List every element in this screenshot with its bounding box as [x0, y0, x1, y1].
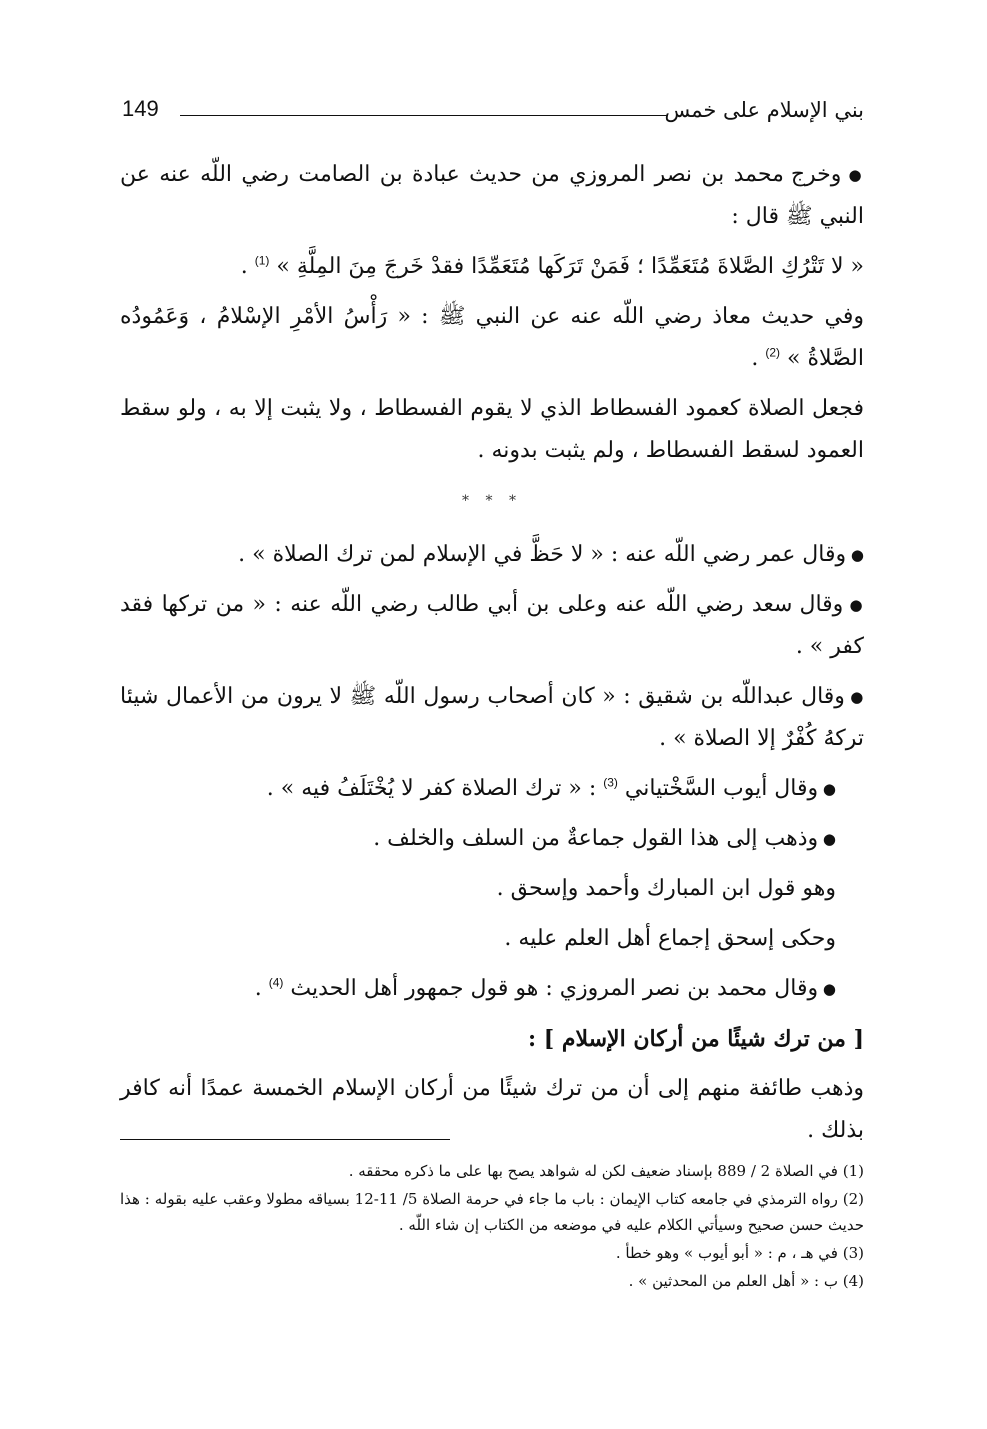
- footnote-ref-2[interactable]: (2): [765, 345, 780, 360]
- paragraph-ayyub: [120, 768, 864, 810]
- footnotes: [120, 1158, 864, 1296]
- paragraph-text: وقال أيوب السَّخْتياني: [624, 776, 819, 801]
- quote-text: « لا تَتْرُكِ الصَّلاةَ مُتَعَمِّدًا ؛ فَمَنْ تَرَكَها مُتَعَمِّدًا فقدْ خَرجَ مِنَ المِلَّةِ »: [276, 254, 864, 279]
- header-rule: [180, 115, 668, 116]
- footnote-3: (3) في هـ ، م : « أبو أيوب » وهو خطأ .: [615, 1244, 864, 1262]
- paragraph-arkan: وذهب طائفة منهم إلى أن من ترك شيئًا من أركان الإسلام الخمسة عمدًا أنه كافر بذلك .: [120, 1076, 864, 1143]
- footnote-ref-1[interactable]: (1): [254, 253, 270, 268]
- paragraph-saad: [120, 584, 864, 668]
- hadith-quote-1: « لا تَتْرُكِ الصَّلاةَ مُتَعَمِّدًا ؛ فَمَنْ تَرَكَها مُتَعَمِّدًا فقدْ خَرجَ مِنَ المِلَّةِ » $^{(1)}$ .: [240, 253, 864, 279]
- paragraph-text: وفي حديث معاذ رضي اللّه عنه عن النبي ﷺ : « رَأْسُ الأمْرِ الإسْلامُ ، وَعَمُودُه الصَّلاةُ »: [120, 304, 864, 371]
- paragraph-umar: [120, 534, 864, 576]
- paragraph-text: وقال محمد بن نصر المروزي : هو قول جمهور أهل الحديث: [290, 976, 819, 1001]
- paragraph-fustat: فجعل الصلاة كعمود الفسطاط الذي لا يقوم الفسطاط ، ولا يثبت إلا به ، ولو سقط العمود لسقط الفسطاط ، ولم يثبت بدونه .: [120, 396, 864, 463]
- footnote-rule: [120, 1139, 450, 1140]
- running-title: بني الإسلام على خمس: [664, 98, 864, 122]
- paragraph-text: وقال عمر رضي اللّه عنه : « لا حَظَّ في الإسلام لمن ترك الصلاة » .: [238, 542, 847, 567]
- running-header: [120, 98, 864, 134]
- footnote-1: (1) في الصلاة 2 / 889 بإسناد ضعيف لكن له شواهد يصح بها على ما ذكره محققه .: [348, 1162, 864, 1180]
- paragraph-shaqiq: [120, 676, 864, 760]
- footnote-ref-4[interactable]: (4): [268, 975, 284, 990]
- paragraph-ijma: وحكى إسحق إجماع أهل العلم عليه .: [504, 926, 836, 951]
- footnote-4: (4) ب : « أهل العلم من المحدثين » .: [628, 1272, 864, 1290]
- section-heading: [ من ترك شيئًا من أركان الإسلام ] :: [528, 1026, 864, 1052]
- paragraph-text: وخرج محمد بن نصر المروزي من حديث عبادة بن الصامت رضي اللّه عنه عن النبي ﷺ قال :: [120, 162, 864, 229]
- paragraph-muadh: وفي حديث معاذ رضي اللّه عنه عن النبي ﷺ : « رَأْسُ الأمْرِ الإسْلامُ ، وَعَمُودُه الصَّلاةُ » $^{(2)}$ .: [120, 304, 864, 371]
- footnote-ref-3[interactable]: (3): [603, 775, 618, 790]
- page-number: 149: [122, 96, 159, 121]
- paragraph-text: : « ترك الصلاة كفر لا يُخْتَلَفُ فيه » .: [266, 776, 597, 801]
- paragraph-text: وذهب إلى هذا القول جماعةٌ من السلف والخلف .: [373, 826, 819, 851]
- footnote-2: (2) رواه الترمذي في جامعه كتاب الإيمان : باب ما جاء في حرمة الصلاة 5/ 11-12 بسياقه مطولا وعقب عليه بقوله : هذا حديث حسن صحيح وسيأتي الكلام عليه في موضعه من الكتاب إن شاء اللّه .: [120, 1190, 864, 1234]
- paragraph-text: وقال عبداللّه بن شقيق : « كان أصحاب رسول اللّه ﷺ لا يرون من الأعمال شيئا تركهُ كُفْرٌ إلا الصلاة » .: [120, 684, 864, 751]
- paragraph-mubarak: وهو قول ابن المبارك وأحمد وإسحق .: [496, 876, 836, 901]
- paragraph-ubada: [120, 154, 864, 238]
- section-separator: * * *: [462, 493, 522, 509]
- main-text: [120, 154, 864, 1160]
- paragraph-marwazi: ● وقال محمد بن نصر المروزي : هو قول جمهور أهل الحديث $^{(4)}$ .: [120, 968, 864, 1010]
- paragraph-salaf: [120, 818, 864, 860]
- paragraph-text: وقال سعد رضي اللّه عنه وعلى بن أبي طالب رضي اللّه عنه : « من تركها فقد كفر » .: [120, 592, 864, 659]
